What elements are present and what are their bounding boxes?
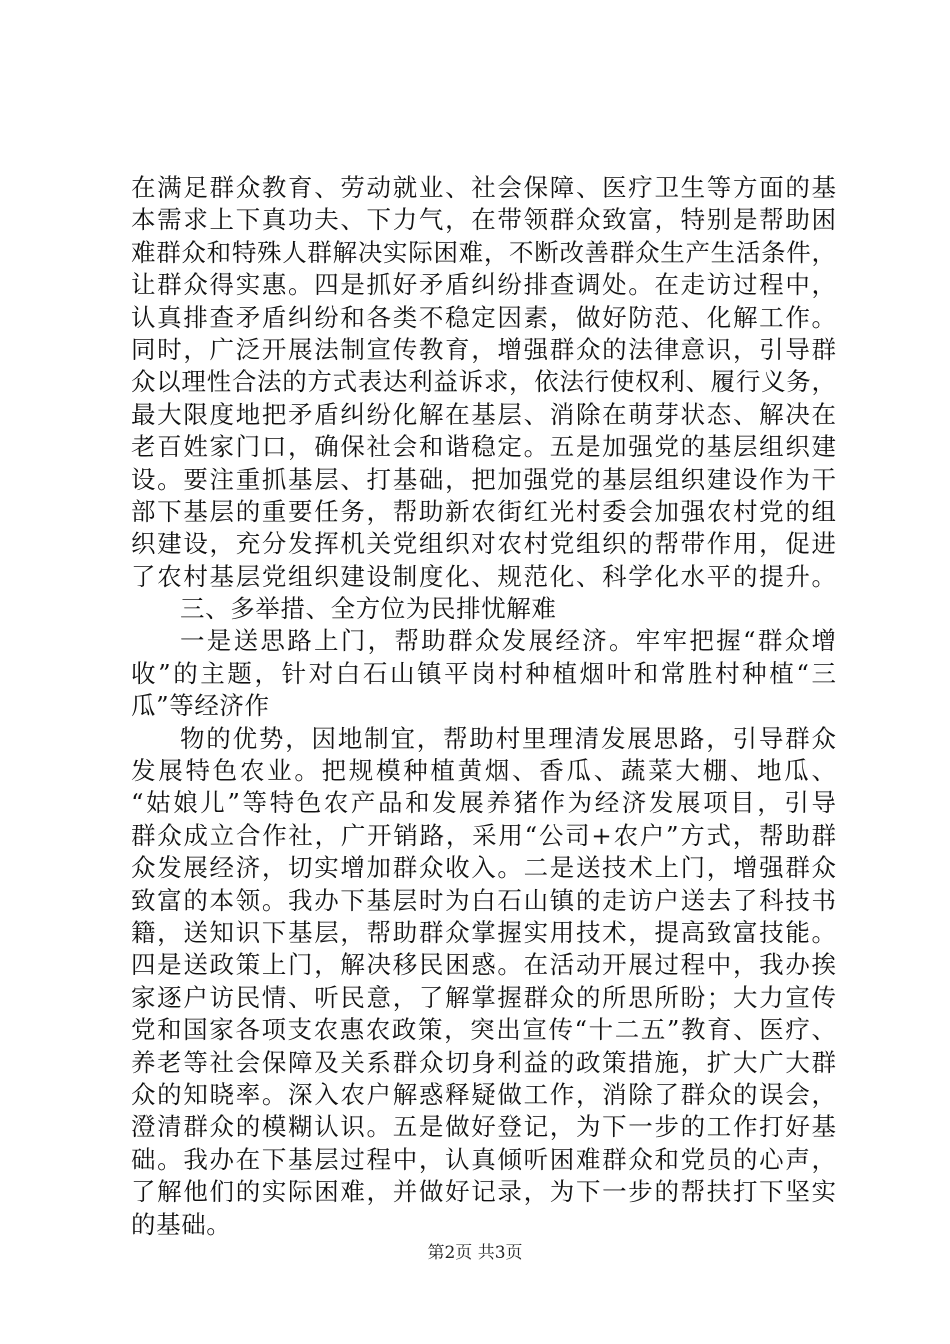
text-line: 织建设，充分发挥机关党组织对农村党组织的帮带作用，促进 xyxy=(131,529,836,559)
text-line: 致富的本领。我办下基层时为白石山镇的走访户送去了科技书 xyxy=(131,885,836,915)
page-number-footer: 第2页 共3页 xyxy=(427,1243,523,1263)
text-line: 最大限度地把矛盾纠纷化解在基层、消除在萌芽状态、解决在 xyxy=(131,399,836,429)
text-line: 老百姓家门口，确保社会和谐稳定。五是加强党的基层组织建 xyxy=(131,432,836,462)
text-line: 础。我办在下基层过程中，认真倾听困难群众和党员的心声， xyxy=(131,1144,836,1174)
document-body xyxy=(131,172,836,1241)
text-line: 群众成立合作社，广开销路，采用“公司+农户”方式，帮助群 xyxy=(131,820,836,850)
text-line: 养老等社会保障及关系群众切身利益的政策措施，扩大广大群 xyxy=(131,1047,836,1077)
text-line: “姑娘儿”等特色农产品和发展养猪作为经济发展项目，引导 xyxy=(131,788,836,818)
section-heading: 三、多举措、全方位为民排忧解难 xyxy=(180,594,557,624)
text-line: 籍，送知识下基层，帮助群众掌握实用技术，提高致富技能。 xyxy=(131,917,836,947)
text-line: 的基础。 xyxy=(131,1209,232,1239)
text-line: 澄清群众的模糊认识。五是做好登记，为下一步的工作打好基 xyxy=(131,1112,836,1142)
text-line: 发展特色农业。把规模种植黄烟、香瓜、蔬菜大棚、地瓜、 xyxy=(131,756,836,786)
text-line: 了解他们的实际困难，并做好记录，为下一步的帮扶打下坚实 xyxy=(131,1177,836,1207)
text-line: 在满足群众教育、劳动就业、社会保障、医疗卫生等方面的基 xyxy=(131,173,836,202)
text-line: 认真排查矛盾纠纷和各类不稳定因素，做好防范、化解工作。 xyxy=(131,302,836,332)
text-line: 让群众得实惠。四是抓好矛盾纠纷排查调处。在走访过程中， xyxy=(131,270,836,300)
text-line: 收”的主题，针对白石山镇平岗村种植烟叶和常胜村种植“三 xyxy=(131,658,836,688)
text-line: 党和国家各项支农惠农政策，突出宣传“十二五”教育、医疗、 xyxy=(131,1015,836,1045)
text-line: 本需求上下真功夫、下力气，在带领群众致富，特别是帮助困 xyxy=(131,205,836,235)
text-line: 同时，广泛开展法制宣传教育，增强群众的法律意识，引导群 xyxy=(131,334,836,364)
text-line: 瓜”等经济作 xyxy=(131,691,270,721)
text-line: 设。要注重抓基层、打基础，把加强党的基层组织建设作为干 xyxy=(131,464,836,494)
text-line: 一是送思路上门，帮助群众发展经济。牢牢把握“群众增 xyxy=(180,626,836,656)
text-line: 部下基层的重要任务，帮助新农街红光村委会加强农村党的组 xyxy=(131,496,836,526)
text-line: 了农村基层党组织建设制度化、规范化、科学化水平的提升。 xyxy=(131,561,836,591)
text-line: 众发展经济，切实增加群众收入。二是送技术上门，增强群众 xyxy=(131,853,836,883)
text-line: 众的知晓率。深入农户解惑释疑做工作，消除了群众的误会， xyxy=(131,1079,836,1109)
text-line: 众以理性合法的方式表达利益诉求，依法行使权利、履行义务， xyxy=(131,367,836,397)
text-line: 四是送政策上门，解决移民困惑。在活动开展过程中，我办挨 xyxy=(131,950,836,980)
text-line: 家逐户访民情、听民意，了解掌握群众的所思所盼；大力宣传 xyxy=(131,982,836,1012)
text-line: 物的优势，因地制宜，帮助村里理清发展思路，引导群众 xyxy=(180,723,836,753)
text-line: 难群众和特殊人群解决实际困难，不断改善群众生产生活条件， xyxy=(131,237,836,267)
